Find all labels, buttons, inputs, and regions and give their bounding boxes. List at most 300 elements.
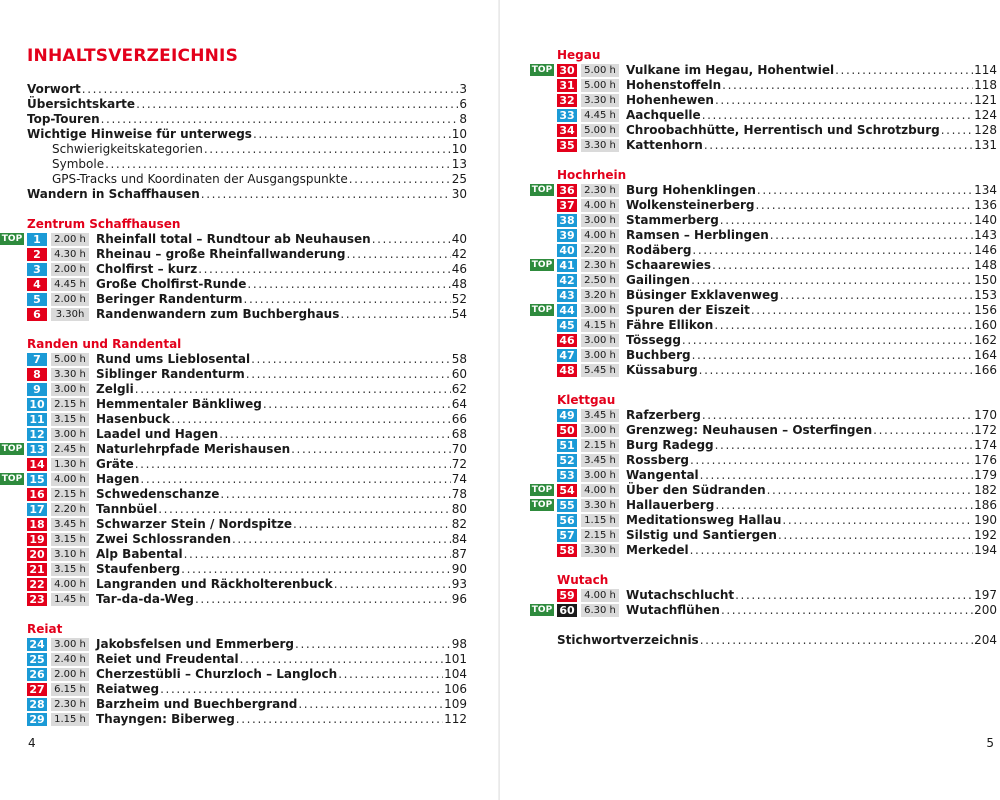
tour-page: 48: [451, 277, 467, 291]
dot-leader: [692, 348, 974, 363]
tour-page: 174: [974, 438, 997, 452]
tour-number: 19: [27, 533, 47, 546]
tour-number: 32: [557, 94, 577, 107]
tour-name: Hemmentaler Bänkliweg: [96, 397, 262, 411]
tour-duration: 5.00 h: [51, 353, 89, 366]
tour-number: 29: [27, 713, 47, 726]
tour-number: 39: [557, 229, 577, 242]
tour-entry[interactable]: [557, 228, 997, 243]
tour-duration: 6.15 h: [51, 683, 89, 696]
tour-entry[interactable]: [557, 408, 997, 423]
tour-name: Thayngen: Biberweg: [96, 712, 235, 726]
tour-entry[interactable]: [557, 453, 997, 468]
tour-page: 172: [974, 423, 997, 437]
tour-page: 109: [444, 697, 467, 711]
right-page: [500, 0, 1000, 800]
tour-name: Ramsen – Herblingen: [626, 228, 769, 242]
toc-entry-label: Wichtige Hinweise für unterwegs: [27, 127, 252, 141]
dot-leader: [714, 318, 973, 333]
tour-duration: 4.00 h: [581, 589, 619, 602]
tour-duration: 4.15 h: [581, 319, 619, 332]
tour-duration: 2.00 h: [51, 293, 89, 306]
tour-duration: 4.45 h: [51, 278, 89, 291]
tour-number: 38: [557, 214, 577, 227]
tour-entry[interactable]: [557, 333, 997, 348]
tour-page: 200: [974, 603, 997, 617]
dot-leader: [251, 352, 451, 367]
tour-entry[interactable]: [1, 472, 467, 487]
tour-page: 164: [974, 348, 997, 362]
left-sections: [1, 202, 467, 727]
tour-number: 3: [27, 263, 47, 276]
tour-page: 134: [974, 183, 997, 197]
tour-number: 51: [557, 439, 577, 452]
tour-number: 45: [557, 319, 577, 332]
dot-leader: [941, 123, 973, 138]
tour-name: Barzheim und Buechbergrand: [96, 697, 298, 711]
tour-name: Randenwandern zum Buchberghaus: [96, 307, 340, 321]
tour-number: 24: [27, 638, 47, 651]
tour-entry[interactable]: [557, 363, 997, 378]
dot-leader: [219, 427, 451, 442]
tour-entry[interactable]: [557, 123, 997, 138]
tour-page: 136: [974, 198, 997, 212]
tour-name: Rossberg: [626, 453, 690, 467]
tour-duration: 3.15 h: [51, 533, 89, 546]
tour-entry[interactable]: [27, 562, 467, 577]
tour-duration: 3.00 h: [51, 383, 89, 396]
dot-leader: [101, 112, 459, 127]
top-tour-badge: TOP: [531, 500, 553, 510]
tour-number: 50: [557, 424, 577, 437]
tour-page: 118: [974, 78, 997, 92]
tour-entry[interactable]: [27, 592, 467, 607]
tour-number: 41: [557, 259, 577, 272]
tour-number: 14: [27, 458, 47, 471]
tour-entry[interactable]: [27, 412, 467, 427]
tour-entry[interactable]: [557, 198, 997, 213]
tour-page: 64: [451, 397, 467, 411]
tour-page: 128: [974, 123, 997, 137]
dot-leader: [835, 63, 973, 78]
tour-entry[interactable]: [27, 277, 467, 292]
top-tour-badge: TOP: [531, 65, 553, 75]
tour-entry[interactable]: [27, 502, 467, 517]
tour-duration: 4.00 h: [581, 199, 619, 212]
tour-duration: 5.00 h: [581, 79, 619, 92]
dot-leader: [720, 213, 973, 228]
tour-name: Staufenberg: [96, 562, 181, 576]
tour-name: Jakobsfelsen und Emmerberg: [96, 637, 295, 651]
tour-entry[interactable]: [27, 382, 467, 397]
tour-entry[interactable]: [531, 63, 997, 78]
tour-entry[interactable]: [27, 517, 467, 532]
tour-number: 36: [557, 184, 577, 197]
tour-name: Gailingen: [626, 273, 691, 287]
tour-page: 104: [444, 667, 467, 681]
dot-leader: [778, 528, 973, 543]
tour-page: 58: [451, 352, 467, 366]
dot-leader: [770, 228, 973, 243]
tour-page: 182: [974, 483, 997, 497]
dot-leader: [722, 78, 973, 93]
tour-entry[interactable]: [27, 547, 467, 562]
tour-number: 22: [27, 578, 47, 591]
tour-entry[interactable]: [557, 423, 997, 438]
tour-number: 58: [557, 544, 577, 557]
tour-duration: 3.30 h: [581, 139, 619, 152]
tour-page: 170: [974, 408, 997, 422]
tour-number: 13: [27, 443, 47, 456]
tour-duration: 2.30 h: [51, 698, 89, 711]
tour-page: 80: [451, 502, 467, 516]
tour-entry[interactable]: [557, 138, 997, 153]
tour-entry[interactable]: [27, 487, 467, 502]
tour-name: Kattenhorn: [626, 138, 703, 152]
dot-leader: [715, 438, 973, 453]
tour-name: Gräte: [96, 457, 134, 471]
tour-duration: 3.15 h: [51, 413, 89, 426]
tour-duration: 4.00 h: [581, 484, 619, 497]
dot-leader: [140, 472, 450, 487]
tour-entry[interactable]: [27, 352, 467, 367]
toc-entry[interactable]: [27, 187, 467, 202]
tour-duration: 1.30 h: [51, 458, 89, 471]
tour-entry[interactable]: [557, 78, 997, 93]
dot-leader: [158, 502, 451, 517]
tour-name: Spuren der Eiszeit: [626, 303, 750, 317]
tour-name: Siblinger Randenturm: [96, 367, 245, 381]
section-heading: Randen und Randental: [27, 337, 182, 351]
toc-entry-label: GPS-Tracks und Koordinaten der Ausgangspunkte: [52, 172, 348, 186]
tour-entry[interactable]: [27, 367, 467, 382]
index-entry[interactable]: [557, 633, 997, 648]
tour-number: 8: [27, 368, 47, 381]
tour-duration: 3.15 h: [51, 563, 89, 576]
tour-entry[interactable]: [531, 183, 997, 198]
tour-duration: 2.30 h: [581, 259, 619, 272]
tour-number: 28: [27, 698, 47, 711]
left-column: [1, 45, 467, 727]
tour-entry[interactable]: [531, 303, 997, 318]
tour-page: 78: [451, 487, 467, 501]
index-entry-page: 204: [974, 633, 997, 647]
tour-duration: 3.45 h: [581, 409, 619, 422]
tour-name: Buchberg: [626, 348, 691, 362]
dot-leader: [340, 307, 450, 322]
tour-entry[interactable]: [531, 483, 997, 498]
tour-number: 18: [27, 518, 47, 531]
dot-leader: [690, 543, 973, 558]
tour-entry[interactable]: [531, 258, 997, 273]
tour-page: 90: [451, 562, 467, 576]
tour-duration: 5.00 h: [581, 64, 619, 77]
tour-entry[interactable]: [557, 438, 997, 453]
tour-entry[interactable]: [27, 427, 467, 442]
tour-page: 192: [974, 528, 997, 542]
tour-number: 7: [27, 353, 47, 366]
tour-page: 143: [974, 228, 997, 242]
tour-page: 106: [444, 682, 467, 696]
dot-leader: [171, 412, 451, 427]
toc-entry-page: 3: [459, 82, 467, 96]
tour-page: 74: [451, 472, 467, 486]
tour-duration: 2.15 h: [581, 439, 619, 452]
dot-leader: [372, 232, 451, 247]
tour-duration: 3.45 h: [581, 454, 619, 467]
dot-leader: [721, 603, 973, 618]
section-heading: Klettgau: [557, 393, 616, 407]
dot-leader: [338, 667, 443, 682]
tour-page: 87: [451, 547, 467, 561]
tour-entry[interactable]: [557, 528, 997, 543]
tour-page: 148: [974, 258, 997, 272]
tour-page: 124: [974, 108, 997, 122]
tour-page: 140: [974, 213, 997, 227]
tour-number: 59: [557, 589, 577, 602]
tour-name: Rheinau – große Rheinfallwanderung: [96, 247, 346, 261]
tour-duration: 4.00 h: [581, 229, 619, 242]
section-heading: Zentrum Schaffhausen: [27, 217, 181, 231]
tour-page: 72: [451, 457, 467, 471]
toc-entry-page: 6: [459, 97, 467, 111]
tour-duration: 3.00 h: [581, 214, 619, 227]
dot-leader: [247, 277, 450, 292]
tour-entry[interactable]: [27, 697, 467, 712]
tour-number: 17: [27, 503, 47, 516]
dot-leader: [702, 108, 973, 123]
dot-leader: [757, 183, 973, 198]
dot-leader: [767, 483, 973, 498]
tour-name: Rafzerberg: [626, 408, 701, 422]
toc-entry-label: Schwierigkeitskategorien: [52, 142, 203, 156]
tour-entry[interactable]: [27, 532, 467, 547]
tour-entry[interactable]: [531, 603, 997, 618]
toc-entry-page: 10: [451, 127, 467, 141]
dot-leader: [782, 513, 973, 528]
tour-entry[interactable]: [27, 652, 467, 667]
tour-entry[interactable]: [557, 93, 997, 108]
tour-duration: 2.20 h: [51, 503, 89, 516]
toc-entry[interactable]: [27, 157, 467, 172]
tour-page: 62: [451, 382, 467, 396]
dot-leader: [291, 442, 451, 457]
tour-name: Naturlehrpfade Merishausen: [96, 442, 291, 456]
tour-entry[interactable]: [531, 498, 997, 513]
toc-entry[interactable]: [27, 127, 467, 142]
tour-entry[interactable]: [557, 513, 997, 528]
tour-name: Burg Hohenklingen: [626, 183, 756, 197]
tour-duration: 3.10 h: [51, 548, 89, 561]
dot-leader: [715, 93, 973, 108]
section-heading: Hegau: [557, 48, 601, 62]
tour-name: Rodäberg: [626, 243, 692, 257]
tour-duration: 3.00 h: [51, 428, 89, 441]
tour-entry[interactable]: [27, 712, 467, 727]
tour-duration: 2.30 h: [581, 184, 619, 197]
tour-name: Vulkane im Hegau, Hohentwiel: [626, 63, 835, 77]
dot-leader: [204, 142, 451, 157]
tour-name: Tössegg: [626, 333, 681, 347]
tour-entry[interactable]: [27, 397, 467, 412]
dot-leader: [293, 517, 451, 532]
toc-entry-page: 10: [451, 142, 467, 156]
section-spacer: [557, 378, 997, 393]
tour-duration: 3.00 h: [581, 469, 619, 482]
dot-leader: [82, 82, 459, 97]
tour-name: Beringer Randenturm: [96, 292, 243, 306]
dot-leader: [136, 97, 458, 112]
tour-number: 5: [27, 293, 47, 306]
tour-name: Grenzweg: Neuhausen – Osterfingen: [626, 423, 873, 437]
tour-duration: 5.00 h: [581, 124, 619, 137]
toc-entry[interactable]: [27, 112, 467, 127]
section-heading: Reiat: [27, 622, 63, 636]
tour-entry[interactable]: [557, 288, 997, 303]
tour-duration: 2.45 h: [51, 443, 89, 456]
dot-leader: [780, 288, 973, 303]
tour-page: 190: [974, 513, 997, 527]
tour-number: 46: [557, 334, 577, 347]
tour-name: Fähre Ellikon: [626, 318, 714, 332]
toc-entry-label: Vorwort: [27, 82, 81, 96]
dot-leader: [873, 423, 973, 438]
dot-leader: [236, 712, 443, 727]
tour-name: Zwei Schlossranden: [96, 532, 231, 546]
tour-duration: 3.00 h: [581, 304, 619, 317]
tour-number: 26: [27, 668, 47, 681]
tour-page: 186: [974, 498, 997, 512]
tour-duration: 4.00 h: [51, 473, 89, 486]
top-tour-badge: TOP: [531, 485, 553, 495]
tour-number: 60: [557, 604, 577, 617]
dot-leader: [755, 198, 973, 213]
tour-entry[interactable]: [27, 682, 467, 697]
toc-entry-label: Top-Touren: [27, 112, 100, 126]
tour-name: Hallauerberg: [626, 498, 715, 512]
tour-entry[interactable]: [557, 588, 997, 603]
tour-number: 44: [557, 304, 577, 317]
tour-entry[interactable]: [1, 232, 467, 247]
tour-page: 42: [451, 247, 467, 261]
dot-leader: [246, 367, 451, 382]
tour-number: 30: [557, 64, 577, 77]
tour-duration: 3.00 h: [51, 638, 89, 651]
tour-number: 16: [27, 488, 47, 501]
dot-leader: [298, 697, 443, 712]
toc-entry[interactable]: [27, 97, 467, 112]
tour-entry[interactable]: [27, 577, 467, 592]
section-spacer: [27, 202, 467, 217]
tour-number: 15: [27, 473, 47, 486]
tour-entry[interactable]: [27, 292, 467, 307]
tour-number: 1: [27, 233, 47, 246]
tour-name: Meditationsweg Hallau: [626, 513, 782, 527]
tour-entry[interactable]: [27, 667, 467, 682]
toc-entry[interactable]: [27, 82, 467, 97]
tour-name: Hohenstoffeln: [626, 78, 722, 92]
tour-number: 52: [557, 454, 577, 467]
tour-entry[interactable]: [557, 318, 997, 333]
tour-entry[interactable]: [1, 442, 467, 457]
tour-name: Zelgli: [96, 382, 134, 396]
tour-entry[interactable]: [557, 243, 997, 258]
tour-number: 53: [557, 469, 577, 482]
tour-name: Hohenhewen: [626, 93, 714, 107]
tour-entry[interactable]: [27, 262, 467, 277]
tour-duration: 2.50 h: [581, 274, 619, 287]
tour-page: 101: [444, 652, 467, 666]
tour-page: 66: [451, 412, 467, 426]
tour-entry[interactable]: [27, 457, 467, 472]
tour-page: 40: [451, 232, 467, 246]
tour-duration: 2.15 h: [51, 398, 89, 411]
section-heading: Hochrhein: [557, 168, 627, 182]
tour-duration: 2.00 h: [51, 233, 89, 246]
tour-entry[interactable]: [557, 108, 997, 123]
tour-page: 93: [451, 577, 467, 591]
dot-leader: [349, 172, 451, 187]
tour-page: 54: [451, 307, 467, 321]
tour-page: 179: [974, 468, 997, 482]
tour-entry[interactable]: [27, 247, 467, 262]
top-tour-badge: TOP: [531, 605, 553, 615]
tour-duration: 6.30 h: [581, 604, 619, 617]
tour-entry[interactable]: [27, 307, 467, 322]
tour-page: 146: [974, 243, 997, 257]
tour-name: Alp Babental: [96, 547, 183, 561]
tour-number: 20: [27, 548, 47, 561]
tour-entry[interactable]: [557, 543, 997, 558]
tour-entry[interactable]: [27, 637, 467, 652]
tour-name: Schwedenschanze: [96, 487, 220, 501]
toc-entry[interactable]: [27, 142, 467, 157]
tour-name: Reiet und Freudental: [96, 652, 239, 666]
dot-leader: [692, 243, 973, 258]
top-tour-badge: TOP: [1, 234, 23, 244]
toc-entry-page: 25: [451, 172, 467, 186]
tour-duration: 3.00 h: [581, 424, 619, 437]
tour-name: Rheinfall total – Rundtour ab Neuhausen: [96, 232, 371, 246]
dot-leader: [105, 157, 451, 172]
top-tour-badge: TOP: [531, 305, 553, 315]
tour-page: 197: [974, 588, 997, 602]
page-number-left: 4: [28, 736, 36, 750]
tour-duration: 3.30 h: [581, 544, 619, 557]
tour-name: Wutachflühen: [626, 603, 720, 617]
tour-entry[interactable]: [557, 213, 997, 228]
tour-name: Rund ums Lieblosental: [96, 352, 251, 366]
dot-leader: [263, 397, 451, 412]
tour-duration: 3.00 h: [581, 334, 619, 347]
top-tour-badge: TOP: [1, 474, 23, 484]
toc-entry[interactable]: [27, 172, 467, 187]
tour-entry[interactable]: [557, 468, 997, 483]
tour-name: Stammerberg: [626, 213, 719, 227]
tour-entry[interactable]: [557, 348, 997, 363]
tour-duration: 2.40 h: [51, 653, 89, 666]
top-tour-badge: TOP: [531, 185, 553, 195]
tour-page: 52: [451, 292, 467, 306]
tour-entry[interactable]: [557, 273, 997, 288]
toc-entry-page: 8: [459, 112, 467, 126]
tour-number: 47: [557, 349, 577, 362]
dot-leader: [240, 652, 443, 667]
tour-number: 34: [557, 124, 577, 137]
section-heading: Wutach: [557, 573, 609, 587]
toc-entry-page: 13: [451, 157, 467, 171]
tour-duration: 3.20 h: [581, 289, 619, 302]
